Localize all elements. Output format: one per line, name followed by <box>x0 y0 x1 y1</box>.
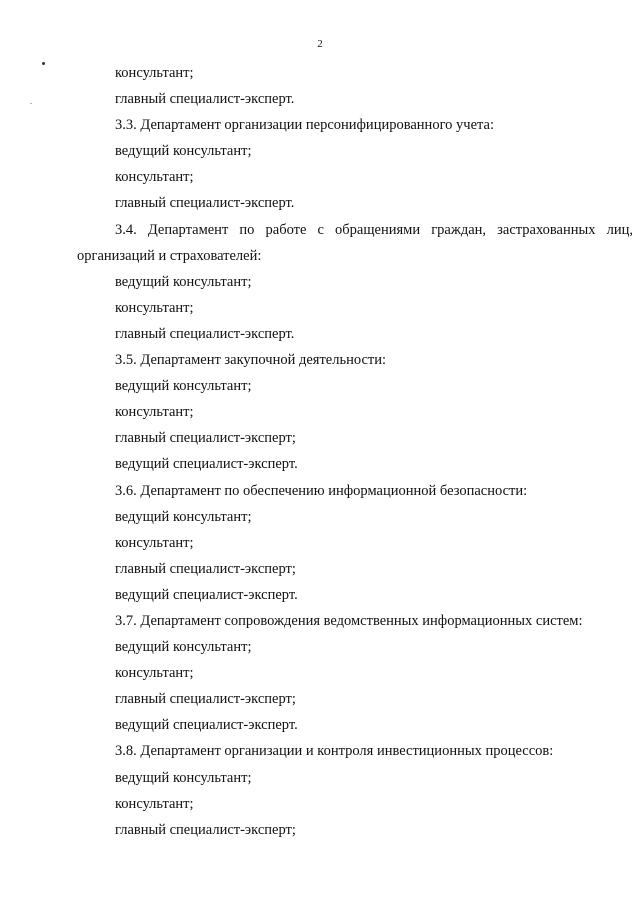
position-item: консультант; <box>115 299 194 316</box>
position-item: ведущий консультант; <box>115 273 252 290</box>
section-heading: 3.3. Департамент организации персонифицированного учета: <box>115 117 494 134</box>
position-item: консультант; <box>115 65 194 81</box>
scan-speck <box>42 62 45 65</box>
position-item: главный специалист-эксперт; <box>115 430 296 447</box>
position-item: консультант; <box>115 665 194 682</box>
position-item: консультант; <box>115 404 194 421</box>
scan-speck <box>30 103 32 104</box>
position-item: главный специалист-эксперт. <box>115 195 295 212</box>
position-item: главный специалист-эксперт. <box>115 91 295 108</box>
position-item: ведущий консультант; <box>115 769 252 786</box>
section-heading-continuation: организаций и страхователей: <box>77 247 262 264</box>
position-item: консультант; <box>115 534 194 551</box>
section-heading: 3.7. Департамент сопровождения ведомственных информационных систем: <box>115 612 583 629</box>
position-item: ведущий специалист-эксперт. <box>115 717 298 734</box>
position-item: ведущий консультант; <box>115 639 252 656</box>
position-item: консультант; <box>115 795 194 812</box>
position-item: ведущий специалист-эксперт. <box>115 456 298 473</box>
section-heading: 3.4. Департамент по работе с обращениями граждан, застрахованных лиц, <box>115 221 633 238</box>
section-heading: 3.5. Департамент закупочной деятельности: <box>115 352 387 369</box>
position-item: главный специалист-эксперт; <box>115 560 296 577</box>
section-heading: 3.8. Департамент организации и контроля инвестиционных процессов: <box>115 743 554 760</box>
position-item: ведущий консультант; <box>115 143 252 160</box>
position-item: ведущий консультант; <box>115 508 252 525</box>
position-item: главный специалист-эксперт; <box>115 821 296 838</box>
position-item: консультант; <box>115 169 194 186</box>
document-body <box>77 60 633 843</box>
position-item: ведущий консультант; <box>115 378 252 395</box>
position-item: главный специалист-эксперт. <box>115 325 295 342</box>
page-number: 2 <box>317 38 323 50</box>
position-item: главный специалист-эксперт; <box>115 691 296 708</box>
position-item: ведущий специалист-эксперт. <box>115 586 298 603</box>
section-heading: 3.6. Департамент по обеспечению информационной безопасности: <box>115 482 528 499</box>
